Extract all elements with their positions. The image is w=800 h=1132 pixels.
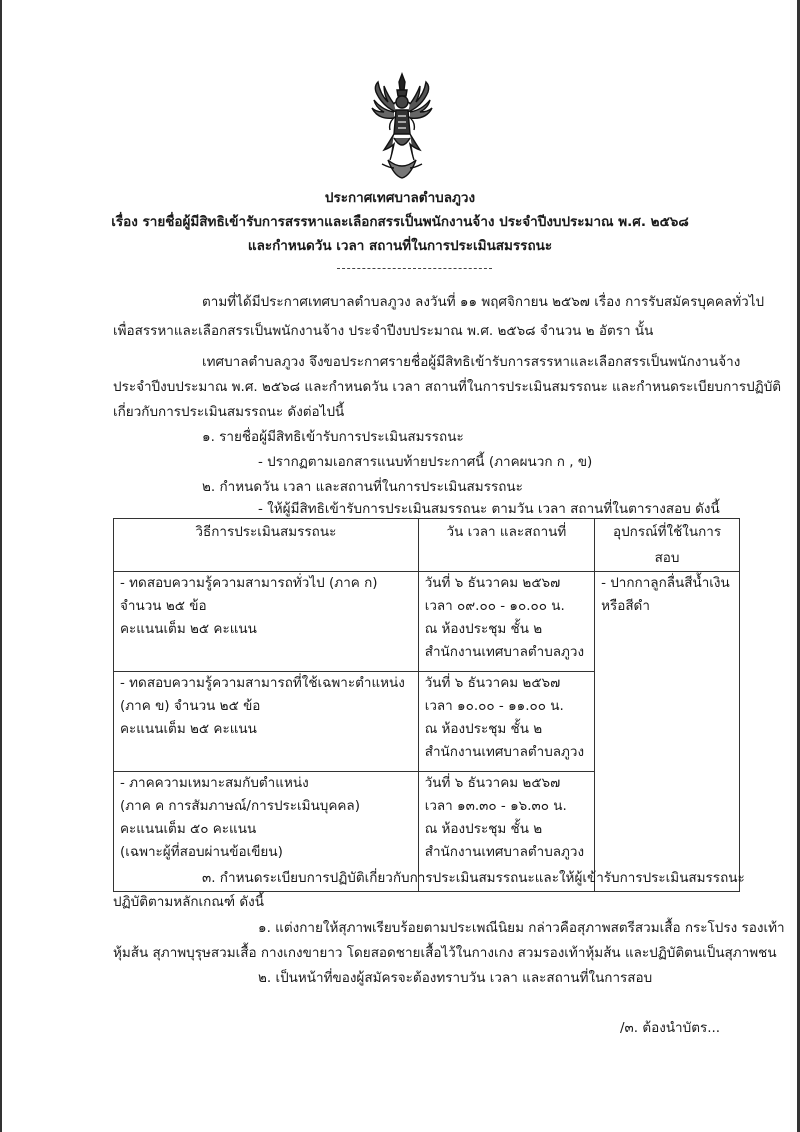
method-cell	[114, 672, 419, 772]
method-line: - ภาคความเหมาะสมกับตำแหน่ง	[120, 775, 309, 791]
para1-line2: เพื่อสรรหาและเลือกสรรเป็นพนักงานจ้าง ประจำปีงบประมาณ พ.ศ. ๒๕๖๘ จำนวน ๒ อัตรา นั้น	[113, 323, 654, 339]
method-line: คะแนนเต็ม ๒๕ คะแนน	[120, 721, 257, 737]
method-cell	[114, 572, 419, 672]
header-equipment: อุปกรณ์ที่ใช้ในการสอบ	[595, 519, 740, 572]
method-line: (ภาค ข) จำนวน ๒๕ ข้อ	[120, 698, 261, 714]
rule2: ๒. เป็นหน้าที่ของผู้สมัครจะต้องทราบวัน เวลา และสถานที่ในการสอบ	[258, 970, 653, 986]
item2-heading: ๒. กำหนดวัน เวลา และสถานที่ในการประเมินสมรรถนะ	[202, 479, 523, 495]
method-line: จำนวน ๒๕ ข้อ	[120, 598, 207, 614]
method-line: (ภาค ค การสัมภาษณ์/การประเมินบุคคล)	[120, 798, 360, 814]
header-divider	[337, 268, 492, 269]
para2-line3: เกี่ยวกับการประเมินสมรรถนะ ดังต่อไปนี้	[113, 404, 345, 420]
datetime-line: ณ ห้องประชุม ชั้น ๒	[424, 721, 543, 737]
method-line: คะแนนเต็ม ๕๐ คะแนน	[120, 821, 257, 837]
exam-schedule-table	[113, 518, 740, 892]
method-line: - ทดสอบความรู้ความสามารถที่ใช้เฉพาะตำแหน่ง	[120, 675, 405, 691]
page-edge-left	[0, 0, 2, 1132]
datetime-line: เวลา ๑๓.๓๐ - ๑๖.๓๐ น.	[424, 798, 567, 814]
datetime-line: สำนักงานเทศบาลตำบลภูวง	[424, 844, 585, 860]
datetime-line: วันที่ ๖ ธันวาคม ๒๕๖๗	[424, 675, 561, 691]
announcement-subject-line2: และกำหนดวัน เวลา สถานที่ในการประเมินสมรรถนะ	[247, 238, 553, 254]
equipment-line: - ปากกาลูกลื่นสีน้ำเงิน	[601, 575, 730, 591]
datetime-line: วันที่ ๖ ธันวาคม ๒๕๖๗	[424, 575, 561, 591]
datetime-line: เวลา ๑๐.๐๐ - ๑๑.๐๐ น.	[424, 698, 564, 714]
item1-detail: - ปรากฏตามเอกสารแนบท้ายประกาศนี้ (ภาคผนวก ก , ข)	[258, 454, 593, 470]
garuda-emblem-icon	[370, 72, 434, 180]
datetime-line: วันที่ ๖ ธันวาคม ๒๕๖๗	[424, 775, 561, 791]
announcement-subject: เรื่อง รายชื่อผู้มีสิทธิเข้ารับการสรรหาและเลือกสรรเป็นพนักงานจ้าง ประจำปีงบประมาณ พ.ศ. ๒๕๖๘	[111, 214, 689, 230]
equipment-line: หรือสีดำ	[601, 598, 650, 614]
table-row	[114, 572, 740, 672]
header-method: วิธีการประเมินสมรรถนะ	[114, 519, 419, 572]
para2-line1: เทศบาลตำบลภูวง จึงขอประกาศรายชื่อผู้มีสิทธิเข้ารับการสรรหาและเลือกสรรเป็นพนักงานจ้าง	[202, 354, 741, 370]
datetime-cell	[418, 672, 594, 772]
item2-detail: - ให้ผู้มีสิทธิเข้ารับการประเมินสมรรถนะ ตามวัน เวลา สถานที่ในตารางสอบ ดังนี้	[258, 501, 720, 517]
item3-heading: ๓. กำหนดระเบียบการปฏิบัติเกี่ยวกับการประเมินสมรรถนะและให้ผู้เข้ารับการประเมินสมรรถนะ	[202, 870, 745, 886]
rule1-line2: หุ้มส้น สุภาพบุรุษสวมเสื้อ กางเกงขายาว โดยสอดชายเสื้อไว้ในกางเกง สวมรองเท้าหุ้มส้น และปฏิบัติตนเป็นสุภาพชน	[113, 945, 777, 961]
datetime-cell	[418, 572, 594, 672]
method-line: คะแนนเต็ม ๒๕ คะแนน	[120, 621, 257, 637]
continuation-note: /๓. ต้องนำบัตร...	[620, 1020, 721, 1036]
rule1-line1: ๑. แต่งกายให้สุภาพเรียบร้อยตามประเพณีนิยม กล่าวคือสุภาพสตรีสวมเสื้อ กระโปรง รองเท้า	[258, 920, 785, 936]
header-datetime: วัน เวลา และสถานที่	[418, 519, 594, 572]
item1-heading: ๑. รายชื่อผู้มีสิทธิเข้ารับการประเมินสมรรถนะ	[202, 429, 464, 445]
table-header-row	[114, 519, 740, 572]
item3-line2: ปฏิบัติตามหลักเกณฑ์ ดังนี้	[113, 894, 264, 910]
para1-line1: ตามที่ได้มีประกาศเทศบาลตำบลภูวง ลงวันที่ ๑๑ พฤศจิกายน ๒๕๖๗ เรื่อง การรับสมัครบุคคลทั่วไป	[202, 294, 765, 310]
equipment-cell	[595, 572, 740, 892]
method-line: - ทดสอบความรู้ความสามารถทั่วไป (ภาค ก)	[120, 575, 378, 591]
datetime-line: ณ ห้องประชุม ชั้น ๒	[424, 621, 543, 637]
datetime-line: ณ ห้องประชุม ชั้น ๒	[424, 821, 543, 837]
datetime-line: เวลา ๐๙.๐๐ - ๑๐.๐๐ น.	[424, 598, 565, 614]
datetime-line: สำนักงานเทศบาลตำบลภูวง	[424, 744, 585, 760]
para2-line2: ประจำปีงบประมาณ พ.ศ. ๒๕๖๘ และกำหนดวัน เวลา สถานที่ในการประเมินสมรรถนะ และกำหนดระเบียบการปฏิบัติ	[113, 379, 782, 395]
announcement-title: ประกาศเทศบาลตำบลภูวง	[324, 190, 476, 206]
method-line: (เฉพาะผู้ที่สอบผ่านข้อเขียน)	[120, 844, 283, 860]
datetime-line: สำนักงานเทศบาลตำบลภูวง	[424, 644, 585, 660]
